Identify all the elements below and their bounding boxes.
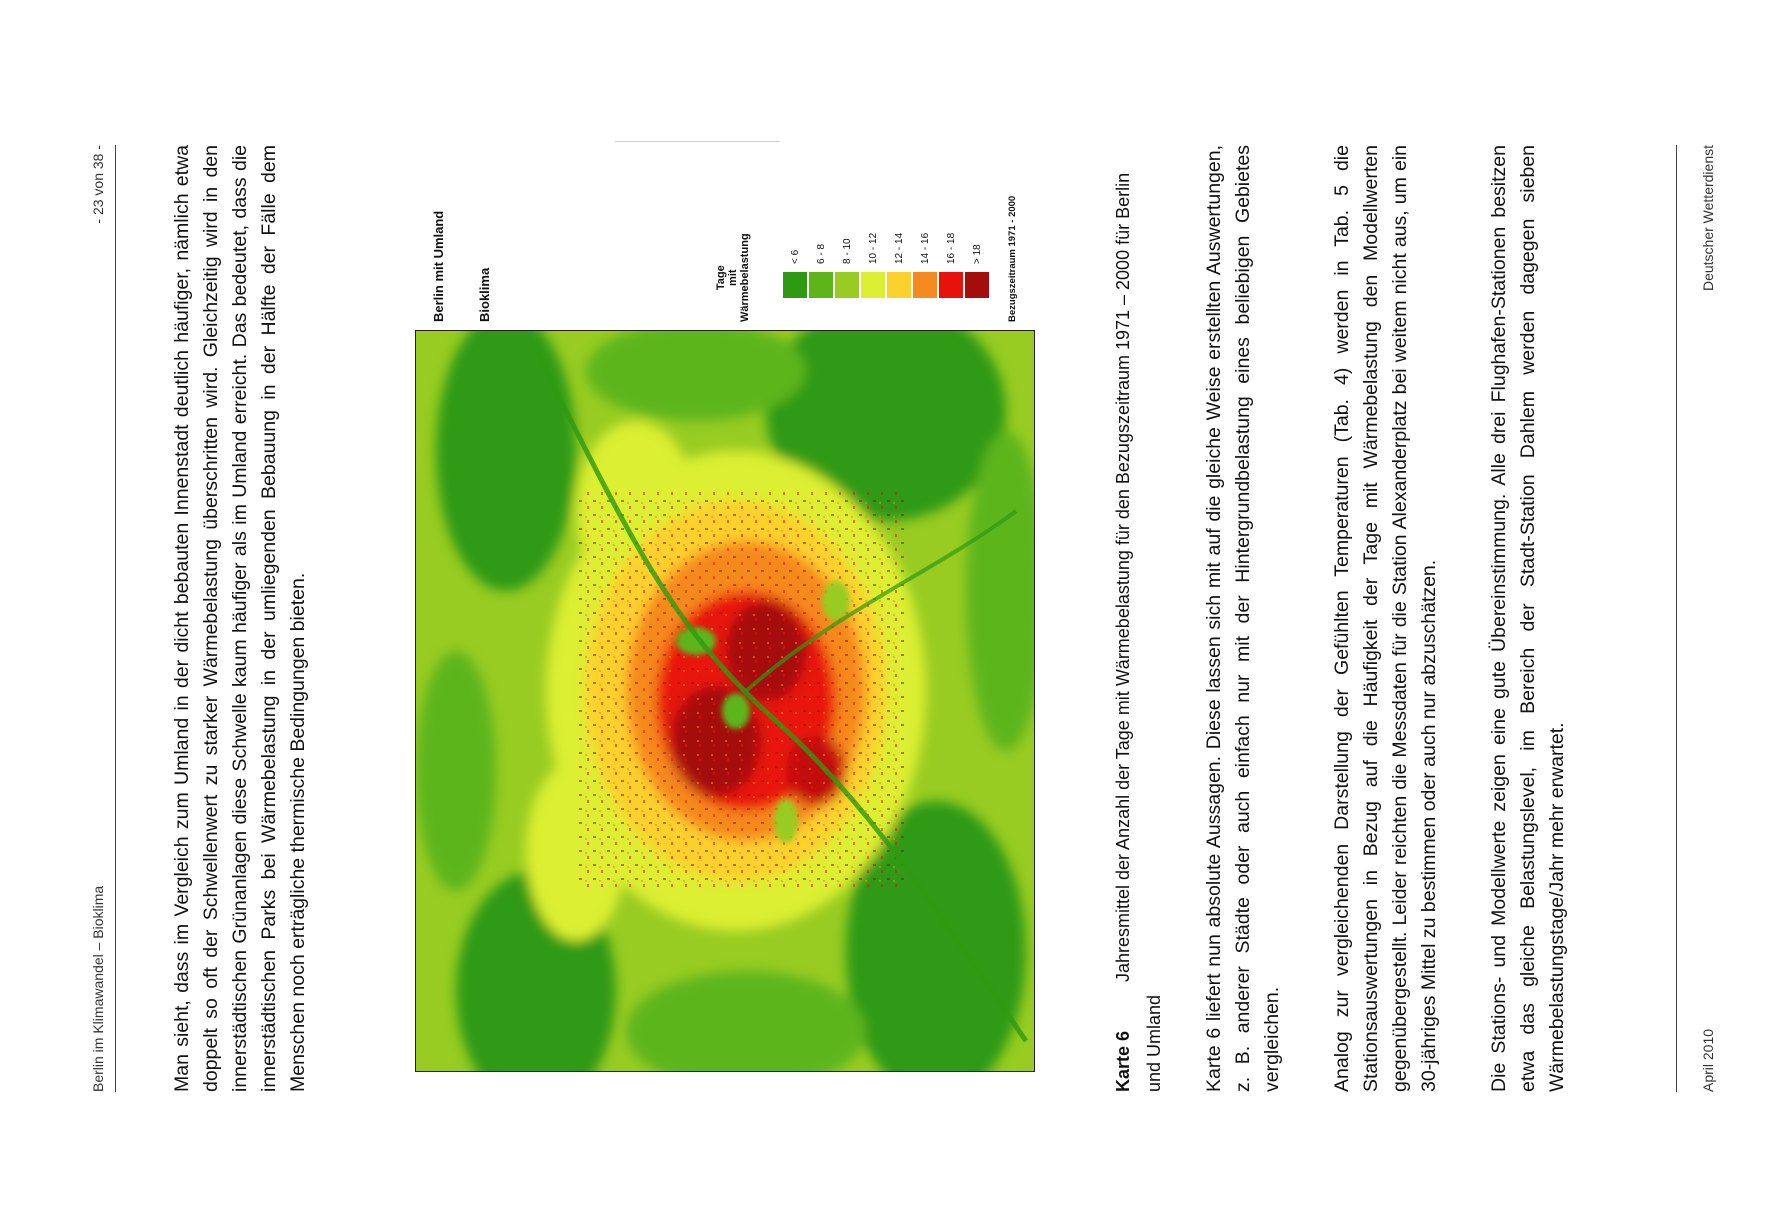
heat-map: [415, 330, 1035, 1072]
legend-swatch: [939, 272, 963, 298]
legend-label: 12 - 14: [893, 232, 905, 264]
footer-organization: Deutscher Wetterdienst: [1700, 145, 1716, 292]
header-rule: [115, 145, 116, 1092]
legend-label: > 18: [971, 244, 983, 264]
bioklima-map-figure: [405, 152, 1045, 1072]
legend-label: < 6: [789, 249, 801, 264]
legend-label: 16 - 18: [945, 232, 957, 264]
map-legend: [415, 152, 1035, 322]
legend-label: 8 - 10: [841, 238, 853, 264]
legend-swatch: [913, 272, 937, 298]
legend-swatch: [783, 272, 807, 298]
legend-swatch: [809, 272, 833, 298]
legend-swatch: [861, 272, 885, 298]
legend-item: [809, 233, 833, 298]
map-title: Berlin mit Umland: [431, 210, 446, 322]
paragraph-comparison: Analog zur vergleichenden Darstellung der Gefühlten Temperaturen (Tab. 4) werden in Tab. 5 die Stationsauswertungen in Bezug auf die Häufigkeit der Tage mit Wärmebelastung den Modellwerten gegenübergestellt. Leider reichten die Messdaten für die Station Alexanderplatz bei weitem nicht aus, um ein 30-jähriges Mittel zu bestimmen oder auch nur abzuschätzen.: [1331, 145, 1440, 1092]
legend-item: [939, 233, 963, 298]
legend-swatch: [965, 272, 989, 298]
legend-item: [887, 233, 911, 298]
legend-swatch: [887, 272, 911, 298]
legend-item: [913, 233, 937, 298]
footer-rule: [1676, 145, 1677, 1092]
legend-item: [835, 233, 859, 298]
paragraph-intro: Man sieht, dass im Vergleich zum Umland in der dicht bebauten Innenstadt deutlich häufiger, nämlich etwa doppelt so oft der Schwellenwert zu starker Wärmebelastung überschritten wird. Gleichzeitig wird in den innerstädtischen Grünanlagen diese Schwelle kaum häufiger als im Umland erreicht. Das bedeutet, dass die innerstädtischen Parks bei Wärmebelastung in der umliegenden Bebauung in der Hälfte der Fälle dem Menschen noch erträgliche thermische Bedingungen bieten.: [171, 145, 309, 1092]
legend-title: Tage mit Wärmebelastung: [715, 233, 751, 322]
map-caption: [1108, 145, 1170, 1092]
paragraph-stations: Die Stations- und Modellwerte zeigen eine gute Übereinstimmung. Alle drei Flughafen-Stationen besitzen etwa das gleiche Belastungslevel, im Bereich der Stadt-Station Dahlem werden dagegen sieben Wärmebelastungstage/Jahr mehr erwartet.: [1488, 145, 1568, 1092]
legend-label: 14 - 16: [919, 232, 931, 264]
legend-label: 6 - 8: [815, 243, 827, 264]
header-title: Berlin im Klimawandel – Bioklima: [90, 885, 106, 1092]
legend-divider: [615, 141, 780, 142]
legend-swatch: [835, 272, 859, 298]
caption-text: Jahresmittel der Anzahl der Tage mit Wärmebelastung für den Bezugszeitraum 1971 – 2000 für Berlin und Umland: [1113, 172, 1164, 1092]
footer-date: April 2010: [1700, 1028, 1716, 1092]
caption-label: Karte 6: [1113, 1030, 1133, 1092]
header-page-number: - 23 von 38 -: [90, 145, 106, 224]
legend-item: [783, 233, 807, 298]
paragraph-karte6: Karte 6 liefert nun absolute Aussagen. Diese lassen sich mit auf die gleiche Weise erstellten Auswertungen, z. B. anderer Städte oder auch einfach nur mit der Hintergrundbelastung eines beliebigen Gebietes vergleichen.: [1203, 145, 1283, 1092]
map-subtitle: Bioklima: [477, 267, 492, 322]
legend-items: [783, 233, 991, 298]
legend-label: 10 - 12: [867, 232, 879, 264]
legend-period: Bezugszeitraum 1971 - 2000: [1007, 195, 1018, 322]
legend-item: [965, 233, 989, 298]
legend-item: [861, 233, 885, 298]
